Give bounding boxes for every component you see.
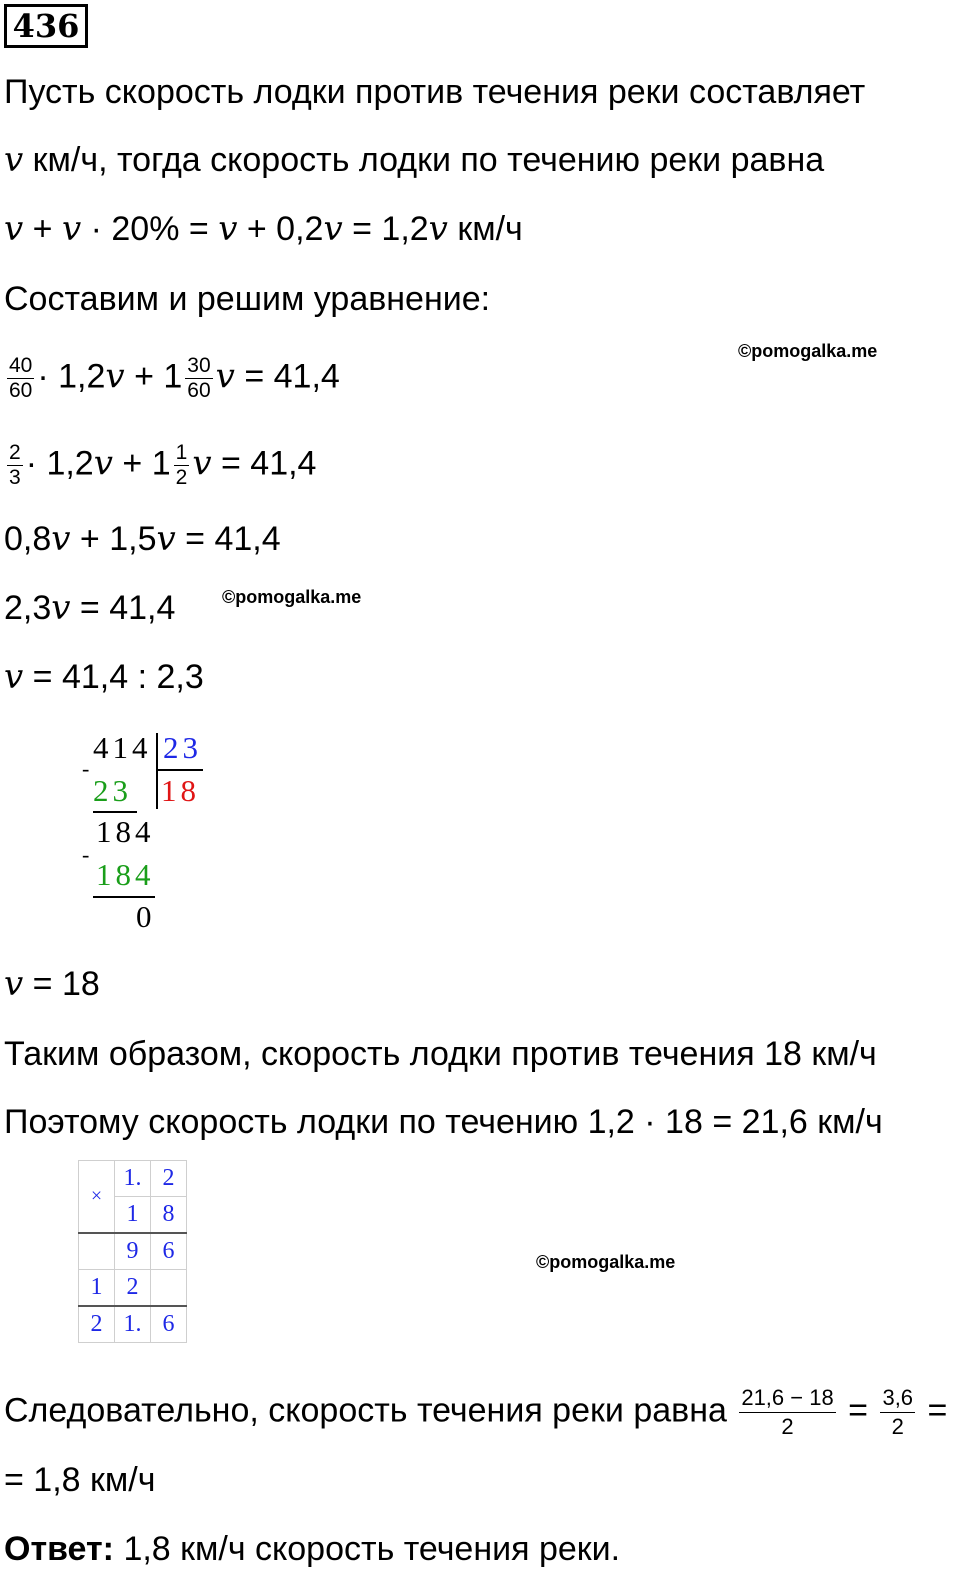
var-v: v	[105, 356, 125, 397]
subtrahend-1: 23	[93, 773, 132, 808]
var-v: v	[61, 209, 82, 249]
denominator: 2	[175, 466, 188, 489]
text: = 41,4	[211, 444, 317, 483]
cell: 1.	[115, 1161, 151, 1197]
var-v: v	[218, 209, 238, 249]
answer-line	[4, 1529, 620, 1569]
underline-1	[93, 811, 137, 813]
cell: 6	[151, 1306, 187, 1343]
quotient: 18	[161, 773, 200, 808]
fraction	[739, 1384, 835, 1441]
table-row	[79, 1233, 187, 1270]
text: +	[23, 210, 62, 248]
fraction	[7, 354, 34, 403]
numerator: 1	[175, 441, 188, 464]
equation-line-9	[4, 657, 204, 697]
table-row	[79, 1161, 187, 1197]
equation-line-6	[4, 441, 316, 490]
text: км/ч	[447, 210, 523, 248]
denominator: 2	[781, 1414, 794, 1439]
text: = 41,4	[175, 520, 281, 558]
text-line-1	[4, 72, 865, 112]
cell: 2	[79, 1306, 115, 1343]
cell: 8	[151, 1197, 187, 1234]
remainder-1: 184	[96, 814, 155, 849]
text-line-11	[4, 1034, 877, 1074]
minus-sign: -	[82, 842, 94, 867]
numerator: 30	[187, 354, 211, 377]
table-row	[79, 1270, 187, 1307]
var-v: v	[51, 588, 71, 628]
text: км/ч, тогда скорость лодки по течению реки равна	[23, 141, 825, 179]
table-row	[79, 1306, 187, 1343]
numerator: 21,6 − 18	[739, 1384, 835, 1413]
numerator: 2	[9, 441, 21, 464]
fraction	[7, 441, 23, 490]
cell: 2	[115, 1270, 151, 1307]
cell: 1.	[115, 1306, 151, 1343]
equation-line-7	[4, 519, 281, 559]
text: Поэтому скорость лодки по течению 1,2 · 18 = 21,6 км/ч	[4, 1103, 883, 1141]
var-v: v	[51, 519, 71, 559]
text: + 1,5	[70, 520, 157, 558]
multiplication-table	[78, 1160, 187, 1343]
numerator: 3,6	[880, 1384, 915, 1413]
fraction	[185, 354, 212, 403]
var-v: v	[215, 356, 235, 397]
watermark: ©pomogalka.me	[222, 587, 362, 607]
denominator: 60	[187, 379, 211, 402]
divisor: 23	[163, 730, 202, 765]
text: Составим и решим уравнение:	[4, 280, 491, 318]
text: + 0,2	[237, 210, 324, 248]
text-line-14	[4, 1460, 155, 1500]
cell	[151, 1270, 187, 1307]
var-v: v	[156, 519, 176, 559]
text: · 1,2	[37, 357, 106, 396]
text: 2,3	[4, 589, 52, 627]
quotient-line	[157, 769, 203, 771]
cell: 2	[151, 1161, 187, 1197]
text-line-2	[4, 140, 824, 180]
text-line-3	[4, 209, 523, 249]
text: Пусть скорость лодки против течения реки составляет	[4, 73, 866, 111]
underline-2	[93, 896, 155, 898]
dividend: 414	[93, 730, 152, 765]
var-v: v	[192, 443, 212, 484]
text-line-12	[4, 1102, 883, 1142]
division-bar	[156, 733, 158, 809]
var-v: v	[428, 209, 448, 249]
cell: 1	[115, 1197, 151, 1234]
text: = 41,4 : 2,3	[23, 658, 204, 696]
subtrahend-2: 184	[96, 857, 155, 892]
text: = 41,4	[234, 357, 340, 396]
text: + 1	[112, 444, 171, 483]
cell: 1	[79, 1270, 115, 1307]
watermark: ©pomogalka.me	[536, 1252, 676, 1272]
var-v: v	[4, 140, 24, 180]
minus-sign: -	[82, 756, 94, 781]
numerator: 40	[9, 354, 33, 377]
text: Следовательно, скорость течения реки равна	[4, 1391, 737, 1430]
denominator: 2	[891, 1414, 904, 1439]
fraction	[174, 441, 190, 490]
text: · 1,2	[25, 444, 94, 483]
equation-line-5	[4, 354, 340, 403]
var-v: v	[323, 209, 343, 249]
text: 0,8	[4, 520, 52, 558]
text: = 1,2	[342, 210, 429, 248]
text: + 1	[124, 357, 183, 396]
cell: 9	[115, 1233, 151, 1270]
text: Таким образом, скорость лодки против течения 18 км/ч	[4, 1035, 877, 1073]
watermark: ©pomogalka.me	[738, 341, 878, 361]
text: =	[838, 1391, 878, 1430]
text: = 18	[23, 965, 100, 1003]
cell	[79, 1233, 115, 1270]
var-v: v	[4, 964, 24, 1004]
text-line-4	[4, 279, 490, 319]
var-v: v	[4, 209, 24, 249]
text: · 20% =	[81, 210, 219, 248]
final-remainder: 0	[136, 899, 156, 934]
denominator: 3	[9, 466, 21, 489]
var-v: v	[4, 657, 24, 697]
var-v: v	[93, 443, 113, 484]
answer-label: Ответ:	[4, 1530, 114, 1568]
equation-line-10	[4, 964, 100, 1004]
answer-text: 1,8 км/ч скорость течения реки.	[114, 1530, 621, 1568]
text: = 41,4	[70, 589, 176, 627]
text: = 1,8 км/ч	[4, 1461, 156, 1499]
equation-line-8	[4, 588, 175, 628]
fraction	[880, 1384, 915, 1441]
cell: 6	[151, 1233, 187, 1270]
multiply-sign: ×	[79, 1161, 115, 1234]
text: =	[918, 1391, 948, 1430]
denominator: 60	[9, 379, 33, 402]
text-line-13	[4, 1384, 947, 1441]
task-number: 436	[4, 4, 88, 48]
